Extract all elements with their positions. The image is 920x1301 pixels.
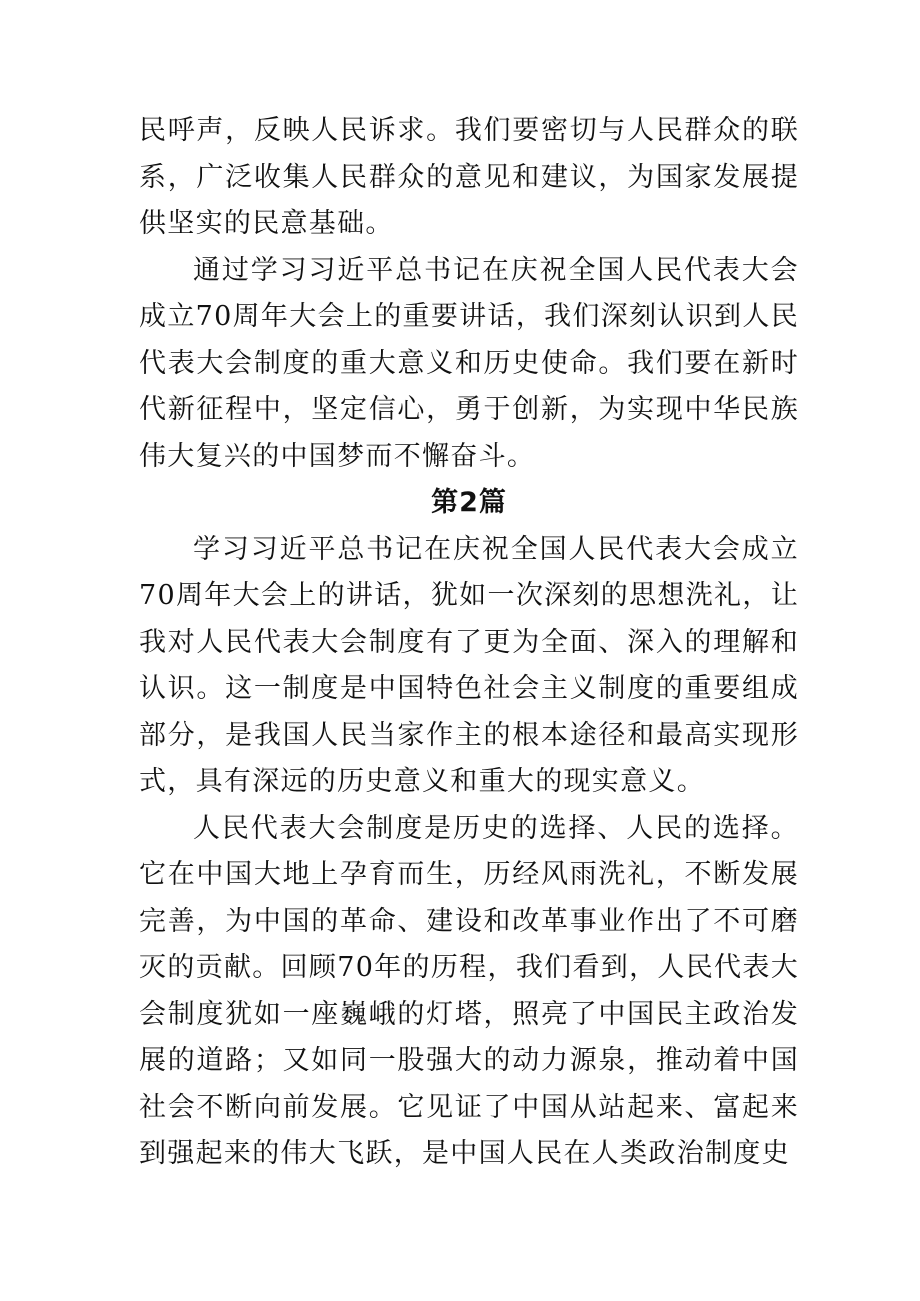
paragraph-intro: 学习习近平总书记在庆祝全国人民代表大会成立70周年大会上的讲话，犹如一次深刻的思想洗礼，让我对人民代表大会制度有了更为全面、深入的理解和认识。这一制度是中国特色社会主义制度的重要组成部分，是我国人民当家作主的根本途径和最高实现形式，具有深远的历史意义和重大的现实意义。 [139, 533, 799, 797]
section-heading-prefix: 第 [431, 487, 460, 518]
document-body [139, 108, 799, 1178]
paragraph-continued: 民呼声，反映人民诉求。我们要密切与人民群众的联系，广泛收集人民群众的意见和建议，为国家发展提供坚实的民意基础。 [139, 115, 799, 239]
paragraph-history: 人民代表大会制度是历史的选择、人民的选择。它在中国大地上孕育而生，历经风雨洗礼，不断发展完善，为中国的革命、建设和改革事业作出了不可磨灭的贡献。回顾70年的历程，我们看到，人民代表大会制度犹如一座巍峨的灯塔，照亮了中国民主政治发展的道路；又如同一股强大的动力源泉，推动着中国社会不断向前发展。它见证了中国从站起来、富起来到强起来的伟大飞跃，是中国人民在人类政治制度史 [139, 812, 799, 1169]
section-heading [139, 480, 799, 527]
paragraph-conclusion: 通过学习习近平总书记在庆祝全国人民代表大会成立70周年大会上的重要讲话，我们深刻认识到人民代表大会制度的重大意义和历史使命。我们要在新时代新征程中，坚定信心，勇于创新，为实现中华民族伟大复兴的中国梦而不懈奋斗。 [139, 254, 799, 472]
section-heading-number: 2 [459, 487, 479, 518]
section-heading-suffix: 篇 [478, 487, 507, 518]
